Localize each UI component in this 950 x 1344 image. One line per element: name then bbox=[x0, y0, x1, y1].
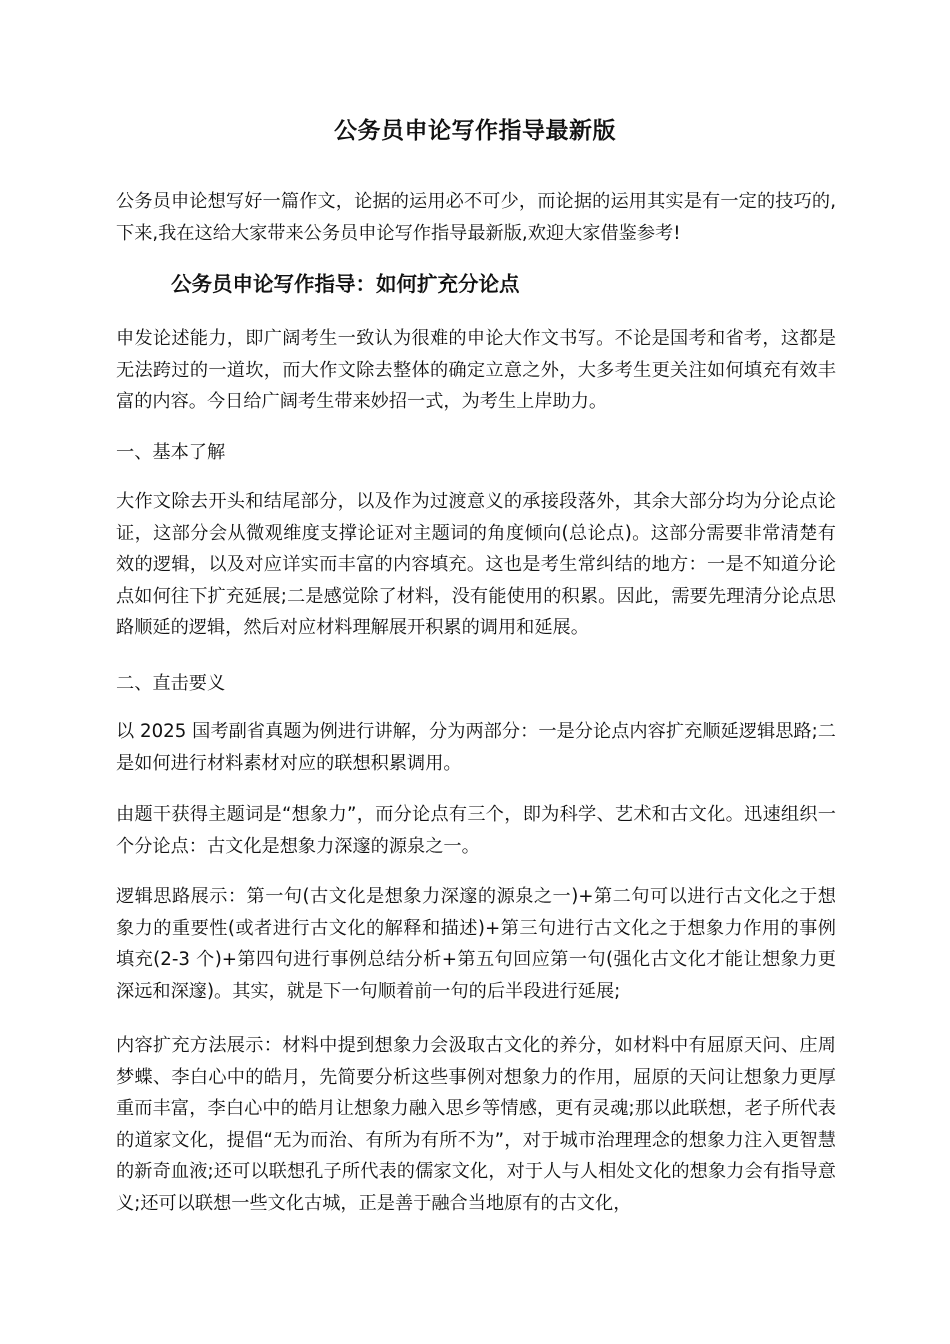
body-paragraph-2: 大作文除去开头和结尾部分，以及作为过渡意义的承接段落外，其余大部分均为分论点论证，这部分会从微观维度支撑论证对主题词的角度倾向(总论点)。这部分需要非常清楚有效的逻辑，以及对应详实而丰富的内容填充。这也是考生常纠结的地方：一是不知道分论点如何往下扩充延展;二是感觉除了材料，没有能使用的积累。因此，需要先理清分论点思路顺延的逻辑，然后对应材料理解展开积累的调用和延展。 bbox=[116, 491, 836, 638]
subheading-key-points: 二、直击要义 bbox=[116, 673, 226, 694]
intro-paragraph: 公务员申论想写好一篇作文，论据的运用必不可少，而论据的运用其实是有一定的技巧的,下来,我在这给大家带来公务员申论写作指导最新版,欢迎大家借鉴参考! bbox=[116, 191, 836, 244]
body-paragraph-5: 逻辑思路展示：第一句(古文化是想象力深邃的源泉之一)+第二句可以进行古文化之于想象力的重要性(或者进行古文化的解释和描述)+第三句进行古文化之于想象力作用的事例填充(2-3 个)+第四句进行事例总结分析+第五句回应第一句(强化古文化才能让想象力更深远和深邃)。其实，就是下一句顺着前一句的后半段进行延展; bbox=[116, 886, 836, 1002]
body-paragraph-1: 申发论述能力，即广阔考生一致认为很难的申论大作文书写。不论是国考和省考，这都是无法跨过的一道坎，而大作文除去整体的确定立意之外，大多考生更关注如何填充有效丰富的内容。今日给广阔考生带来妙招一式，为考生上岸助力。 bbox=[116, 328, 836, 412]
body-paragraph-3: 以 2025 国考副省真题为例进行讲解，分为两部分：一是分论点内容扩充顺延逻辑思路;二是如何进行材料素材对应的联想积累调用。 bbox=[116, 721, 836, 774]
body-paragraph-4: 由题干获得主题词是“想象力”，而分论点有三个，即为科学、艺术和古文化。迅速组织一个分论点：古文化是想象力深邃的源泉之一。 bbox=[116, 804, 836, 857]
body-paragraph-6: 内容扩充方法展示：材料中提到想象力会汲取古文化的养分，如材料中有屈原天问、庄周梦蝶、李白心中的皓月，先简要分析这些事例对想象力的作用，屈原的天问让想象力更厚重而丰富，李白心中的皓月让想象力融入思乡等情感，更有灵魂;那以此联想，老子所代表的道家文化，提倡“无为而治、有所为有所不为”，对于城市治理理念的想象力注入更智慧的新奇血液;还可以联想孔子所代表的儒家文化，对于人与人相处文化的想象力会有指导意义;还可以联想一些文化古城，正是善于融合当地原有的古文化， bbox=[116, 1035, 836, 1214]
section-heading: 公务员申论写作指导：如何扩充分论点 bbox=[171, 272, 520, 296]
document-title: 公务员申论写作指导最新版 bbox=[334, 118, 616, 144]
subheading-basic-understanding: 一、基本了解 bbox=[116, 442, 226, 463]
